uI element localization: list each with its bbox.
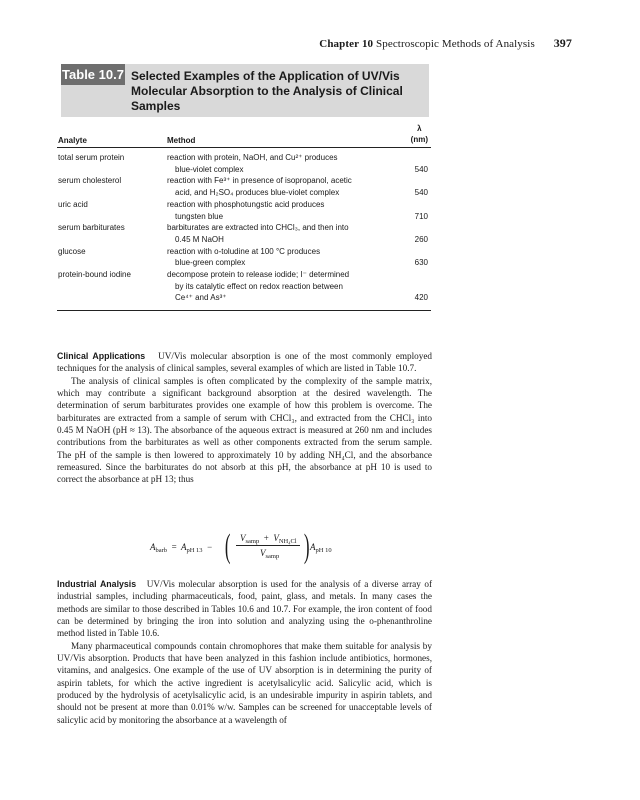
method-line: barbiturates are extracted into CHCl₃, and then into [167,223,349,233]
clinical-paragraph-1: UV/Vis molecular absorption is one of the most commonly employed techniques for the analysis of clinical samples, several examples of which are listed in Table 10.7. [57,351,433,374]
cell-method [167,175,403,198]
cell-analyte: serum cholesterol [58,176,122,186]
cell-analyte: total serum protein [58,153,125,162]
method-line: reaction with protein, NaOH, and Cu²⁺ produces [167,153,338,162]
table-row [57,199,431,222]
table-row [57,246,431,269]
col-header-analyte: Analyte [58,136,87,145]
cell-method [167,152,403,175]
method-line: tungsten blue [175,211,224,221]
method-line: reaction with phosphotungstic acid produces [167,199,325,209]
section-heading-industrial: Industrial Analysis [57,579,137,589]
section-heading-clinical: Clinical Applications [57,351,146,361]
eq-left-paren: ( [224,528,231,565]
cell-analyte: glucose [58,246,86,256]
chapter-title: Spectroscopic Methods of Analysis [376,38,535,50]
clinical-applications-section [57,350,432,486]
table-row [57,269,431,304]
cell-lambda: 630 [414,258,428,268]
eq-numerator: $V_{samp} + V_{NH_4Cl}$ [240,533,297,545]
col-header-method: Method [167,136,196,145]
method-line: decompose protein to release iodide; I⁻ determined [167,270,350,280]
data-table [57,118,431,311]
cell-analyte: protein-bound iodine [58,270,131,280]
method-line: by its catalytic effect on redox reaction between [175,281,343,291]
table-body [57,148,431,304]
method-line: reaction with Fe³⁺ in presence of isopropanol, acetic [167,176,352,186]
cell-analyte: uric acid [58,199,88,209]
table-caption [61,64,429,117]
cell-method [167,269,403,304]
cell-method [167,246,403,269]
industrial-paragraph-1: UV/Vis molecular absorption is used for the analysis of a diverse array of industrial samples, including pharmaceuticals, food, paint, glass, and metals. In many cases the methods are similar to those described in Tables 10.6 and 10.7. For example, the iron content of food can be determined by bringing the iron into solution and analyzing using the o-phenanthroline method listed in Table 10.6. [57,579,433,639]
chapter-number: 10 [361,38,374,50]
table-title: Selected Examples of the Application of UV/Vis Molecular Absorption to the Analysis of Clinical Samples [131,69,403,113]
table-label: Table 10.7 [61,64,125,85]
chapter-label: Chapter [319,38,360,50]
industrial-paragraph-2: Many pharmaceutical compounds contain chromophores that make them suitable for analysis by UV/Vis absorption. Products that have been analyzed in this fashion include antibiotics, hormones, vitamins, and analgesics. One example of the use of UV absorption is in determining the purity of aspirin tablets, for which the active ingredient is acetylsalicylic acid. Salicylic acid, which is produced by the hydrolysis of acetylsalicylic acid, is an undesirable impurity in aspirin tablets, and should not be present at more than 0.01% w/w. Samples can be screened for unacceptable levels of salicylic acid by monitoring the absorbance at a wavelength of [57,640,432,725]
table-header [57,118,431,148]
clinical-paragraph-2: The analysis of clinical samples is often complicated by the complexity of the sample matrix, which may contribute a significant background absorption at the desired wavelength. The determination of serum barbiturates provides one example of how this problem is overcome. The barbiturates are extracted from a sample of serum with CHCl₃, and extracted from the CHCl₃ into 0.45 M NaOH (pH ≈ 13). The absorbance of the aqueous extract is measured at 260 nm and includes contributions from the barbiturates as well as other components extracted from the serum sample. The pH of the sample is then lowered to approximately 10 by adding NH₄Cl, and the absorbance remeasured. Since the barbiturates do not absorb at this pH, the absorbance at pH 10 is used to correct the absorbance at pH 13; thus [57,375,432,485]
cell-lambda: 710 [414,211,428,221]
lambda-symbol: λ [417,124,422,133]
cell-lambda: 540 [414,188,428,198]
method-line: 0.45 M NaOH [175,234,224,244]
eq-right-paren: ) [303,528,310,565]
table-row [57,175,431,198]
method-line: acid, and H₂SO₄ produces blue-violet complex [175,188,340,198]
table-bottom-rule [57,304,431,311]
method-line: blue-violet complex [175,164,244,174]
eq-fraction-bar [236,545,300,546]
method-line: Ce⁴⁺ and As³⁺ [175,293,227,303]
eq-lhs: $A_{barb} = A_{pH 13}$ − [150,542,213,554]
eq-rhs: $A_{pH 10}$ [310,542,332,554]
barbiturate-equation [150,530,430,570]
cell-method [167,222,403,245]
table-row [57,152,431,175]
cell-lambda: 540 [414,164,428,174]
table-row [57,222,431,245]
col-header-lambda [411,123,428,145]
industrial-analysis-section [57,578,432,726]
method-line: reaction with o-toludine at 100 °C produces [167,246,321,256]
lambda-unit: (nm) [410,135,428,144]
eq-denominator: $V_{samp}$ [260,548,280,560]
cell-lambda: 260 [414,234,428,244]
page-number: 397 [553,36,572,50]
cell-lambda: 420 [414,293,428,303]
running-header [150,36,572,51]
cell-method [167,199,403,222]
method-line: blue-green complex [175,258,246,268]
cell-analyte: serum barbiturates [58,223,125,233]
